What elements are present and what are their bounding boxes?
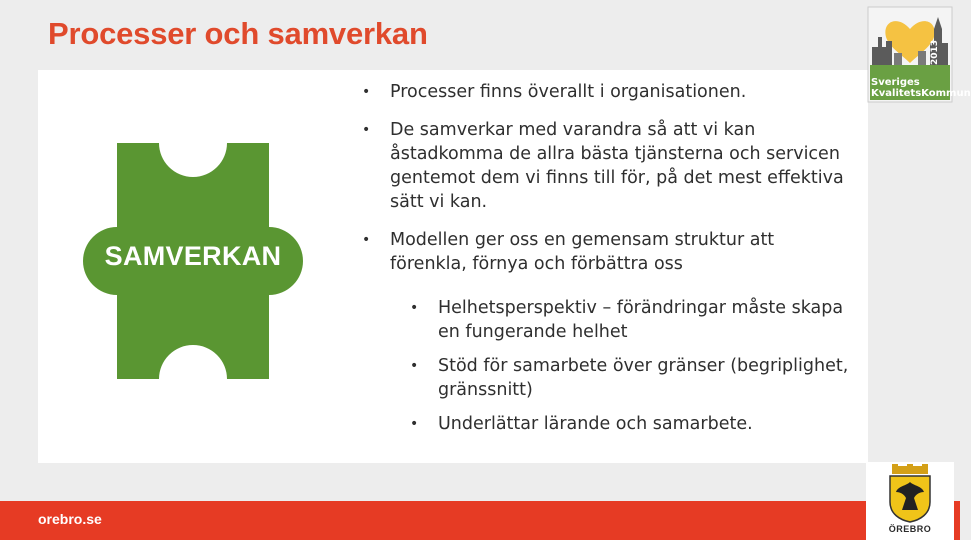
crest-label: ÖREBRO [888, 524, 932, 534]
bullet-item [362, 80, 852, 104]
slide-title: Processer och samverkan [48, 16, 428, 51]
sub-bullet-item [410, 354, 852, 402]
logo-text-line1: Sveriges [871, 77, 920, 88]
puzzle-piece [51, 143, 335, 379]
logo-text [871, 77, 971, 99]
footer-bar [0, 501, 960, 540]
bullet-glyph: • [362, 232, 371, 248]
bullet-item [362, 118, 852, 214]
puzzle-label: SAMVERKAN [104, 241, 282, 271]
logo-text-line2: KvalitetsKommun [871, 88, 971, 99]
crest-icon [866, 462, 954, 524]
bullet-text: De samverkar med varandra så att vi kan åstadkomma de allra bästa tjänsterna och servicen gentemot dem vi finns till för, på det mest effektiva sätt vi kan. [390, 120, 844, 212]
bullet-list [362, 80, 852, 450]
bullet-glyph: • [410, 358, 419, 374]
sub-bullet-text: Helhetsperspektiv – förändringar måste skapa en fungerande helhet [438, 298, 844, 342]
sub-bullet-item [410, 412, 852, 436]
bullet-glyph: • [410, 300, 419, 316]
sub-bullet-text: Stöd för samarbete över gränser (begriplighet, gränssnitt) [438, 356, 849, 400]
bullet-glyph: • [362, 84, 371, 100]
bullet-text: Modellen ger oss en gemensam struktur att förenkla, förnya och förbättra oss [390, 230, 775, 274]
sub-bullet-item [410, 296, 852, 344]
bullet-glyph: • [410, 416, 419, 432]
bullet-text: Processer finns överallt i organisationen. [390, 82, 747, 102]
sub-bullet-text: Underlättar lärande och samarbete. [438, 414, 753, 434]
bullet-glyph: • [362, 122, 371, 138]
logo-year: 2013 [930, 39, 940, 65]
footer-site-link[interactable]: orebro.se [38, 511, 102, 527]
bullet-item [362, 228, 852, 276]
kvalitetskommun-logo [868, 7, 971, 102]
orebro-crest [866, 462, 954, 540]
